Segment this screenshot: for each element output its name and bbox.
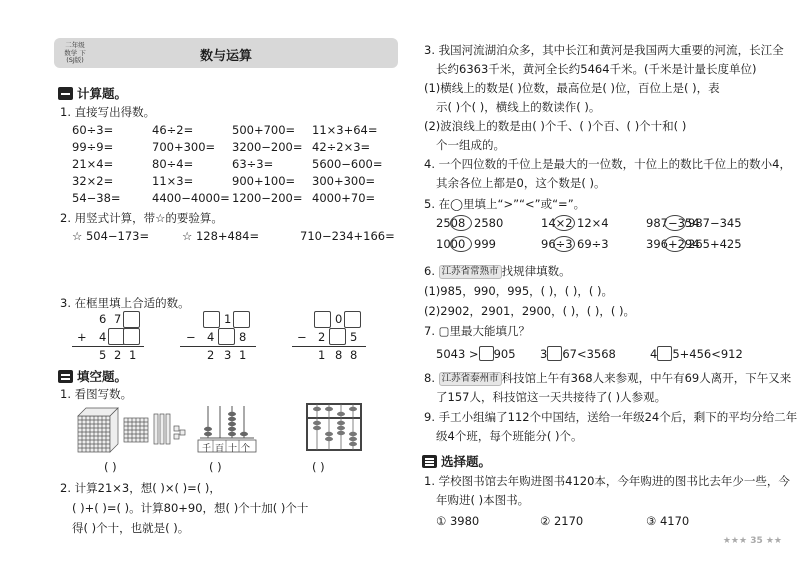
q3-sub1: (1)横线上的数是( )位数，最高位是( )位，百位上是( )，表 xyxy=(424,81,720,95)
hundred-flat xyxy=(124,418,148,442)
compare-right: 999 xyxy=(474,237,496,251)
q7-text: 5+456<912 xyxy=(672,347,743,361)
star-decoration-icon: ★★ xyxy=(762,536,782,546)
compare-left: 396+294 xyxy=(646,237,700,251)
operator: + xyxy=(77,330,87,344)
digit: 8 xyxy=(335,348,343,362)
q3-line1: 3. 我国河流湖泊众多，其中长江和黄河是我国两大重要的河流，长江全 xyxy=(424,43,784,57)
abacus-label-ones: 个 xyxy=(241,444,251,454)
subject-line: 数学 下 xyxy=(64,48,86,57)
compare-right: 987−345 xyxy=(688,216,742,230)
q7-text: 5043 > xyxy=(436,347,479,361)
fill-q1-title: 1. 看图写数。 xyxy=(60,387,133,401)
star-decoration-icon: ★★★ xyxy=(722,536,751,546)
choice-q1-line1: 1. 学校图书馆去年购进图书4120本，今年购进的图书比去年少一些，今 xyxy=(424,474,790,488)
thousand-cube xyxy=(78,408,118,452)
mental-math-item: 900+100= xyxy=(232,174,296,188)
compare-circle[interactable] xyxy=(553,236,575,252)
blank-box[interactable] xyxy=(123,311,140,328)
digit: 2 xyxy=(207,348,215,362)
answer-blank[interactable]: ( ) xyxy=(312,460,325,474)
calc-q2-title: 2. 用竖式计算，带☆的要验算。 xyxy=(60,211,223,225)
mental-math-item: 99÷9= xyxy=(72,140,114,154)
sum-line xyxy=(72,346,144,347)
mental-math-item: 21×4= xyxy=(72,157,114,171)
compare-circle[interactable] xyxy=(450,236,472,252)
region-sticker: 江苏省常熟市 xyxy=(439,265,502,279)
q9-line2: 级4个班，每个班能分( )个。 xyxy=(436,429,583,443)
digit: 7 xyxy=(114,312,122,326)
compare-left: 1000 xyxy=(436,237,466,251)
suanpan-beads xyxy=(313,407,357,446)
section-fill xyxy=(58,367,127,385)
digit: 4 xyxy=(207,330,215,344)
q7-item-2 xyxy=(540,346,616,361)
q3-sub2: (2)波浪线上的数是由( )个千、( )个百、( )个十和( ) xyxy=(424,119,687,133)
vertical-calc-item: ☆ 128+484= xyxy=(182,229,260,243)
page-number-value: 35 xyxy=(750,536,763,546)
section-one-icon xyxy=(58,87,73,100)
operator: − xyxy=(297,330,307,344)
q4-line1: 4. 一个四位数的千位上是最大的一位数，十位上的数比千位上的数小4， xyxy=(424,157,791,171)
q6-sub2: (2)2902，2901，2900，( )，( )，( )。 xyxy=(424,304,635,318)
choice-q1-line2: 年购进( )本图书。 xyxy=(436,493,530,507)
mental-math-item: 700+300= xyxy=(152,140,216,154)
abacus-label-hundreds: 百 xyxy=(215,444,225,454)
compare-right: 265+425 xyxy=(688,237,742,251)
compare-circle[interactable] xyxy=(664,215,686,231)
mental-math-item: 11×3= xyxy=(152,174,194,188)
mental-math-item: 300+300= xyxy=(312,174,376,188)
compare-circle[interactable] xyxy=(450,215,472,231)
vertical-calc-item: 710−234+166= xyxy=(300,229,395,243)
grade-label xyxy=(60,42,90,66)
region-sticker: 江苏省泰州市 xyxy=(439,372,502,386)
digit: 1 xyxy=(318,348,326,362)
q3-sub1-cont: 示( )个( )，横线上的数读作( )。 xyxy=(436,100,601,114)
difference-line xyxy=(292,346,366,347)
vertical-calc-item: ☆ 504−173= xyxy=(72,229,150,243)
grade-line: 二年级 xyxy=(65,41,85,49)
mental-math-item: 46÷2= xyxy=(152,123,194,137)
answer-blank[interactable]: ( ) xyxy=(104,460,117,474)
mental-math-item: 54−38= xyxy=(72,191,121,205)
edition-line: (SJ版) xyxy=(66,56,84,64)
q8-line2: 了157人，科技馆这一天共接待了( )人参观。 xyxy=(436,390,667,404)
q7-item-1 xyxy=(436,346,516,361)
compare-right: 69÷3 xyxy=(577,237,609,251)
digit: 1 xyxy=(224,312,232,326)
blank-box[interactable] xyxy=(547,346,562,361)
page-number xyxy=(723,533,782,546)
q6-title: 找规律填数。 xyxy=(501,264,571,278)
digit: 5 xyxy=(99,348,107,362)
compare-left: 2508 xyxy=(436,216,466,230)
q8-line1 xyxy=(424,370,791,386)
blank-box[interactable] xyxy=(314,311,331,328)
fill-q2-line1: 2. 计算21×3，想( )×( )=( )， xyxy=(60,481,221,495)
section-choice xyxy=(422,452,491,470)
blank-box[interactable] xyxy=(329,328,346,345)
q4-line2: 其余各位上都是0，这个数是( )。 xyxy=(436,176,606,190)
q3-line2: 长约6363千米，黄河全长约5464千米。(千米是计量长度单位) xyxy=(436,62,757,76)
q7-text: 905 xyxy=(493,347,516,361)
compare-left: 14×2 xyxy=(541,216,573,230)
compare-circle[interactable] xyxy=(664,236,686,252)
abacus-label-tens: 十 xyxy=(228,444,238,454)
digit: 2 xyxy=(114,348,122,362)
mental-math-item: 80÷4= xyxy=(152,157,194,171)
suanpan-image xyxy=(305,402,363,454)
chapter-title: 数与运算 xyxy=(200,49,253,64)
q7-text: 3 xyxy=(540,347,548,361)
blank-box[interactable] xyxy=(657,346,672,361)
mental-math-item: 1200−200= xyxy=(232,191,303,205)
section-choice-label: 选择题。 xyxy=(441,454,492,469)
choice-option-3[interactable]: ③ 4170 xyxy=(646,514,690,528)
difference-line xyxy=(180,346,256,347)
q7-text: 4 xyxy=(650,347,658,361)
compare-right: 12×4 xyxy=(577,216,609,230)
choice-option-2[interactable]: ② 2170 xyxy=(540,514,584,528)
fill-q2-line2: ( )+( )=( )。计算80+90，想( )个十加( )个十 xyxy=(72,501,309,515)
digit: 1 xyxy=(129,348,137,362)
blank-box[interactable] xyxy=(479,346,494,361)
digit: 3 xyxy=(224,348,232,362)
ten-rods xyxy=(154,414,170,444)
mental-math-item: 63÷3= xyxy=(232,157,274,171)
section-calc-label: 计算题。 xyxy=(77,86,128,101)
mental-math-item: 11×3+64= xyxy=(312,123,378,137)
calc-q1-title: 1. 直接写出得数。 xyxy=(60,105,156,119)
blank-box[interactable] xyxy=(203,311,220,328)
q8-text: 科技馆上午有368人来参观，中午有69人离开，下午又来 xyxy=(501,371,792,385)
q9-line1: 9. 手工小组编了112个中国结，送给一年级24个后，剩下的平均分给二年 xyxy=(424,410,798,424)
q6-title-row xyxy=(424,263,571,279)
compare-circle[interactable] xyxy=(553,215,575,231)
compare-left: 96÷3 xyxy=(541,237,573,251)
abacus-beads xyxy=(204,412,248,436)
operator: − xyxy=(186,330,196,344)
base-ten-blocks-image xyxy=(74,404,186,456)
q3-sub2-cont: 个一组成的。 xyxy=(436,138,505,152)
section-three-icon xyxy=(422,455,437,468)
blank-box[interactable] xyxy=(218,328,235,345)
blank-box[interactable] xyxy=(123,328,140,345)
section-fill-label: 填空题。 xyxy=(77,369,128,384)
abacus-label-thousands: 千 xyxy=(202,444,212,454)
digit: 8 xyxy=(239,330,247,344)
blank-box[interactable] xyxy=(344,311,361,328)
digit: 6 xyxy=(99,312,107,326)
blank-box[interactable] xyxy=(233,311,250,328)
calc-q3-title: 3. 在框里填上合适的数。 xyxy=(60,296,190,310)
q8-number: 8. xyxy=(424,371,439,385)
mental-math-item: 60÷3= xyxy=(72,123,114,137)
digit: 0 xyxy=(335,312,343,326)
mental-math-item: 42÷2×3= xyxy=(312,140,371,154)
mental-math-item: 3200−200= xyxy=(232,140,303,154)
q7-item-3 xyxy=(650,346,743,361)
choice-option-1[interactable]: ① 3980 xyxy=(436,514,480,528)
q7-text: 67<3568 xyxy=(562,347,616,361)
answer-blank[interactable]: ( ) xyxy=(209,460,222,474)
section-calc xyxy=(58,84,127,102)
unit-cubes xyxy=(174,426,185,439)
q5-title: 5. 在◯里填上“>”“<”或“=”。 xyxy=(424,197,586,211)
digit: 1 xyxy=(239,348,247,362)
digit: 4 xyxy=(99,330,107,344)
fill-q2-line3: 得( )个十，也就是( )。 xyxy=(72,521,190,535)
compare-left: 987−354 xyxy=(646,216,700,230)
mental-math-item: 4400−4000= xyxy=(152,191,230,205)
q6-number: 6. xyxy=(424,264,439,278)
digit: 2 xyxy=(318,330,326,344)
mental-math-item: 500+700= xyxy=(232,123,296,137)
compare-right: 2580 xyxy=(474,216,504,230)
q7-title: 7. ▢里最大能填几？ xyxy=(424,324,530,338)
mental-math-item: 4000+70= xyxy=(312,191,376,205)
q6-sub1: (1)985，990，995，( )，( )，( )。 xyxy=(424,284,614,298)
mental-math-item: 32×2= xyxy=(72,174,114,188)
digit: 8 xyxy=(350,348,358,362)
section-two-icon xyxy=(58,370,73,383)
digit: 5 xyxy=(350,330,358,344)
mental-math-item: 5600−600= xyxy=(312,157,383,171)
